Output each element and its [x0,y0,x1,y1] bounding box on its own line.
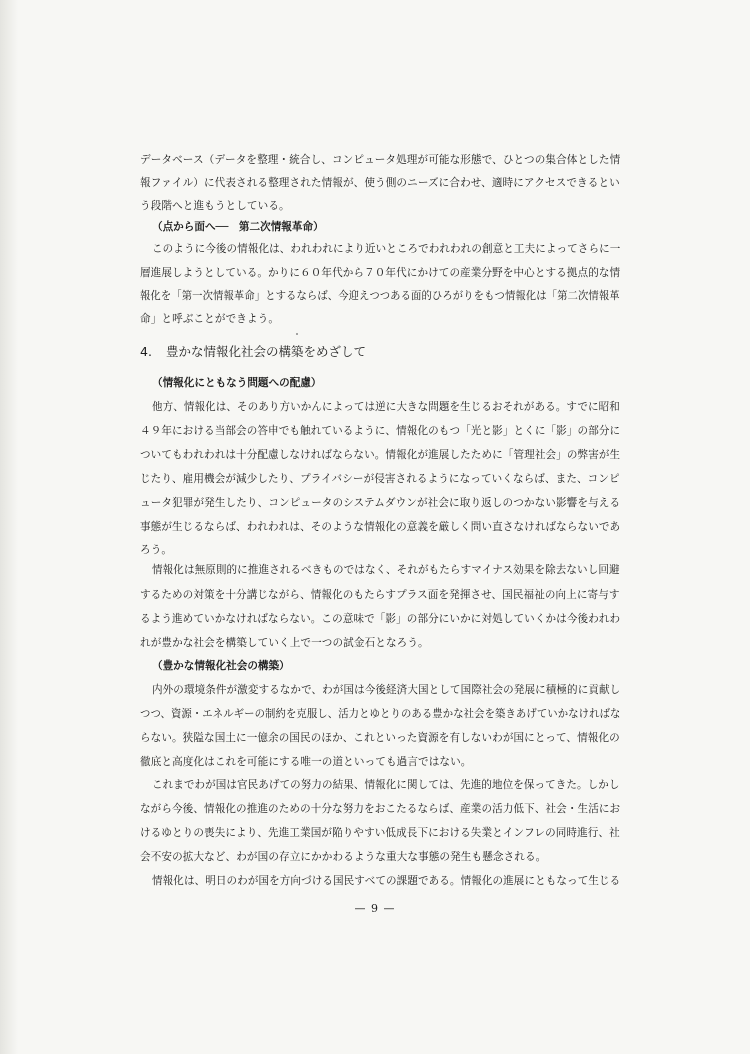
body-line: 他方、情報化は、そのあり方いかんによっては逆に大きな問題を生じるおそれがある。すでに昭和 [152,401,620,413]
body-line: う段階へと進もうとしている。 [140,200,290,212]
subheading: （豊かな情報化社会の構築） [152,660,290,672]
body-line: 情報化は無原則的に推進されるべきものではなく、それがもたらすマイナス効果を除去ないし回避 [152,564,620,576]
body-line: ついてもわれわれは十分配慮しなければならない。情報化が進展したために「管理社会」の弊害が生 [140,449,621,461]
body-line: るよう進めていかなければならない。この意味で「影」の部分にいかに対処していくかは今後われわ [140,613,621,625]
body-line: 情報化は、明日のわが国を方向づける国民すべての課題である。情報化の進展にともなって生じる [152,875,621,887]
body-line: 徹底と高度化はこれを可能にする唯一の道といっても過言ではない。 [140,756,472,768]
body-line: 報化を「第一次情報革命」とするならば、今迎えつつある面的ひろがりをもつ情報化は「第二次情報革 [140,290,620,302]
scan-shadow [0,0,18,1054]
body-line: 命」と呼ぶことができよう。 [140,313,280,325]
page-number: — 9 — [354,902,396,915]
body-line: ながら今後、情報化の推進のための十分な努力をおこたるならば、産業の活力低下、社会・生活にお [140,803,621,815]
body-line: れが豊かな社会を構築していく上で一つの試金石となろう。 [140,637,429,649]
scan-speck [296,333,298,335]
section-heading [140,344,366,360]
subheading: （情報化にともなう問題への配慮） [152,377,322,389]
body-line: けるゆとりの喪失により、先進工業国が陥りやすい低成長下における失業とインフレの同時進行、社 [140,827,620,839]
body-line: 層進展しようとしている。かりに６０年代から７０年代にかけての産業分野を中心とする拠点的な情 [140,267,621,279]
body-line: つつ、資源・エネルギーの制約を克服し、活力とゆとりのある豊かな社会を築きあげていかなければな [140,708,621,720]
section-number: 4. [140,344,152,359]
body-line: データベース（データを整理・統合し、コンピュータ処理が可能な形態で、ひとつの集合体とした情 [140,154,621,166]
body-line: らない。狭隘な国土に一億余の国民のほか、これといった資源を有しないわが国にとって、情報化の [140,732,620,744]
body-line: 会不安の拡大など、わが国の存立にかかわるような重大な事態の発生も懸念される。 [140,851,547,863]
body-line: ろう。 [140,544,173,556]
subheading: （点から面へ── 第二次情報革命） [152,221,324,233]
body-line: 報ファイル）に代表される整理された情報が、使う側のニーズに合わせ、適時にアクセスできるとい [140,177,620,189]
body-line: ュータ犯罪が発生したり、コンピュータのシステムダウンが社会に取り返しのつかない影響を与える [140,497,621,509]
body-line: このように今後の情報化は、われわれにより近いところでわれわれの創意と工夫によってさらに一 [152,243,621,255]
body-line: ４９年における当部会の答申でも触れているように、情報化のもつ「光と影」とくに「影」の部分に [140,425,621,437]
section-title: 豊かな情報化社会の構築をめざして [165,344,366,359]
body-line: じたり、雇用機会が減少したり、プライバシーが侵害されるようになっていくならば、また、コンピ [140,473,620,485]
body-line: 内外の環境条件が激変するなかで、わが国は今後経済大国として国際社会の発展に積極的に貢献し [152,684,621,696]
body-line: 事態が生じるならば、われわれは、そのような情報化の意義を厳しく問い直さなければならないであ [140,521,621,533]
body-line: これまでわが国は官民あげての努力の結果、情報化に関しては、先進的地位を保ってきた。しかし [152,779,620,791]
body-line: するための対策を十分講じながら、情報化のもたらすプラス面を発揮させ、国民福祉の向上に寄与す [140,589,620,601]
